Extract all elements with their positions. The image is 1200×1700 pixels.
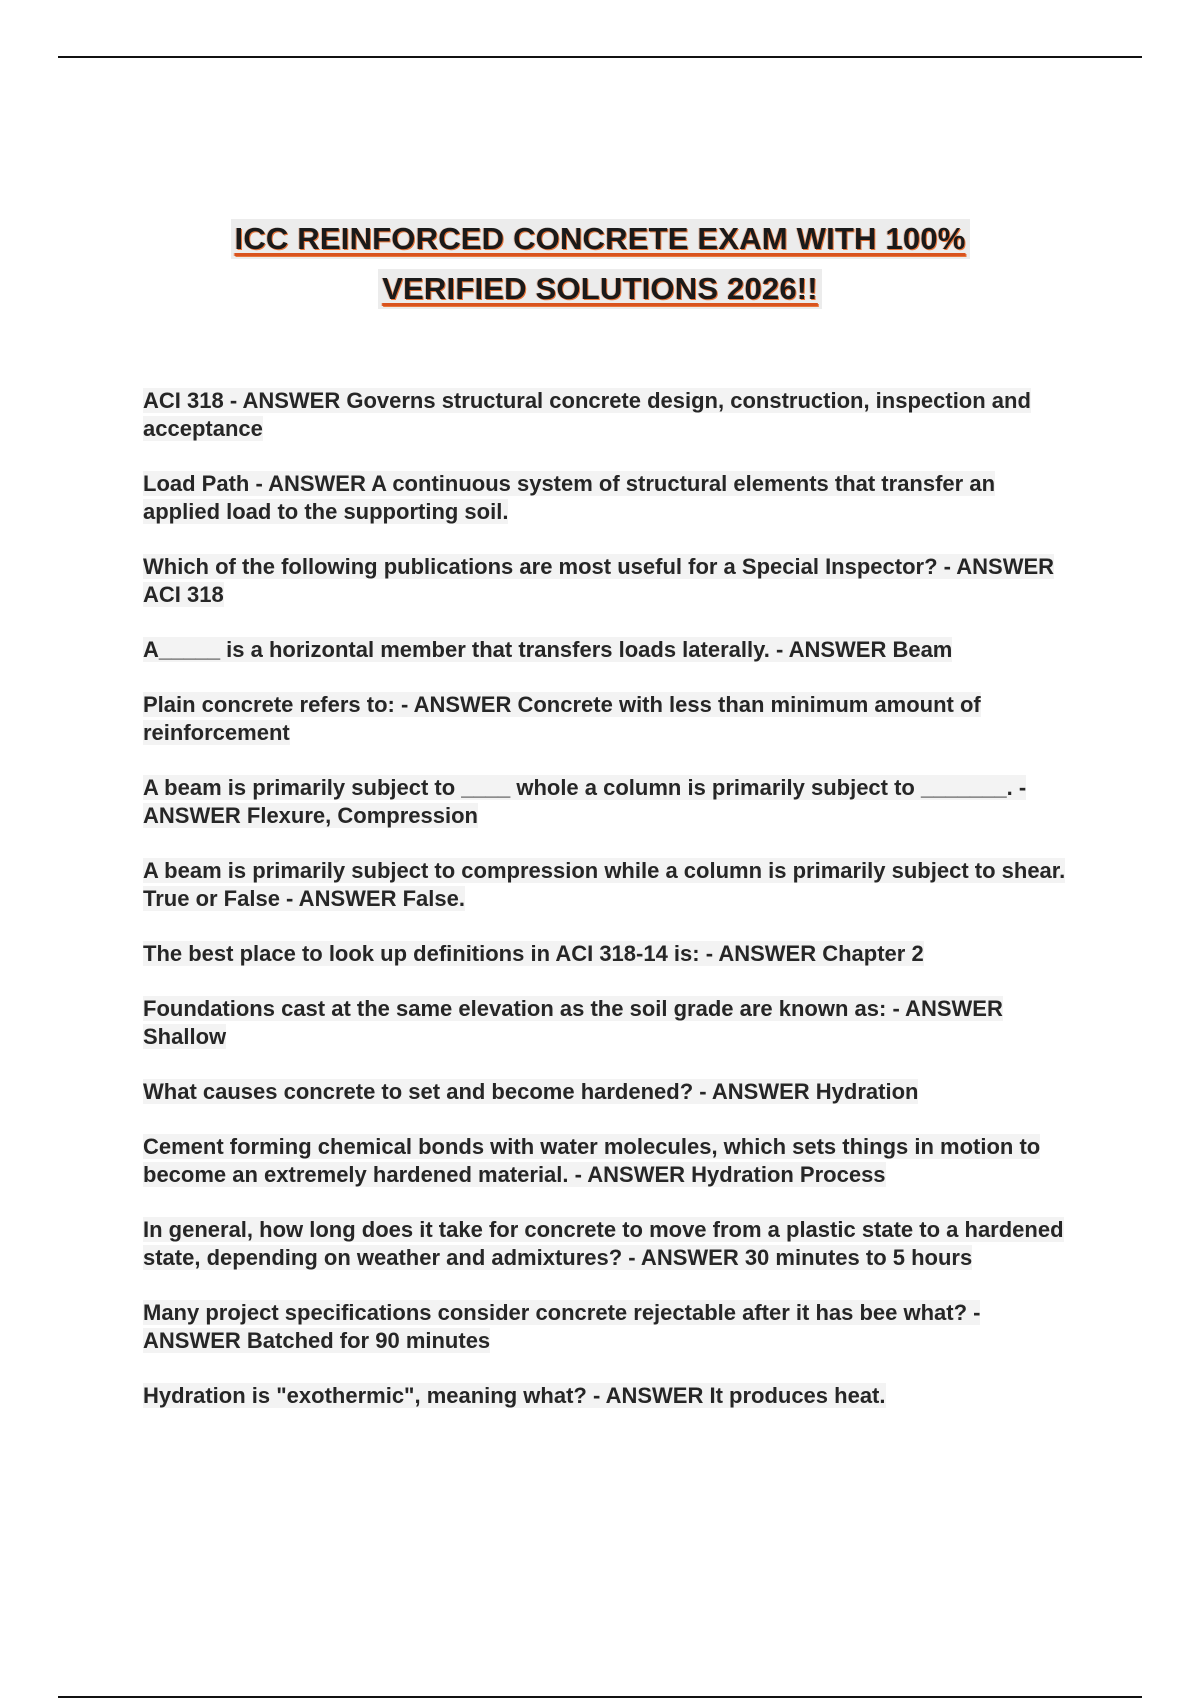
qa-item: Load Path - ANSWER A continuous system of structural elements that transfer an applied load to the supporting soil. [143, 471, 996, 524]
document-title [0, 214, 1200, 314]
title-line-2: VERIFIED SOLUTIONS 2026!! [378, 269, 822, 309]
qa-item: Hydration is "exothermic", meaning what? - ANSWER It produces heat. [143, 1383, 886, 1408]
qa-item: The best place to look up definitions in ACI 318-14 is: - ANSWER Chapter 2 [143, 941, 924, 966]
qa-item: What causes concrete to set and become hardened? - ANSWER Hydration [143, 1079, 919, 1104]
qa-item: A_____ is a horizontal member that transfers loads laterally. - ANSWER Beam [143, 637, 953, 662]
qa-item: Many project specifications consider concrete rejectable after it has bee what? - ANSWER Batched for 90 minutes [143, 1300, 981, 1353]
qa-item: Which of the following publications are most useful for a Special Inspector? - ANSWER ACI 318 [143, 554, 1055, 607]
qa-item: A beam is primarily subject to compression while a column is primarily subject to shear. True or False - ANSWER False. [143, 858, 1066, 911]
qa-item: Foundations cast at the same elevation as the soil grade are known as: - ANSWER Shallow [143, 996, 1003, 1049]
top-divider [58, 56, 1142, 58]
qa-item: ACI 318 - ANSWER Governs structural concrete design, construction, inspection and acceptance [143, 388, 1031, 441]
qa-item: Plain concrete refers to: - ANSWER Concrete with less than minimum amount of reinforcement [143, 692, 981, 745]
bottom-divider [58, 1696, 1142, 1698]
qa-item: A beam is primarily subject to ____ whole a column is primarily subject to _______. - ANSWER Flexure, Compression [143, 775, 1027, 828]
title-line-1: ICC REINFORCED CONCRETE EXAM WITH 100% [231, 219, 970, 259]
qa-list [143, 387, 1073, 1437]
qa-item: In general, how long does it take for concrete to move from a plastic state to a hardened state, depending on weather and admixtures? - ANSWER 30 minutes to 5 hours [143, 1217, 1064, 1270]
qa-item: Cement forming chemical bonds with water molecules, which sets things in motion to become an extremely hardened material. - ANSWER Hydration Process [143, 1134, 1041, 1187]
